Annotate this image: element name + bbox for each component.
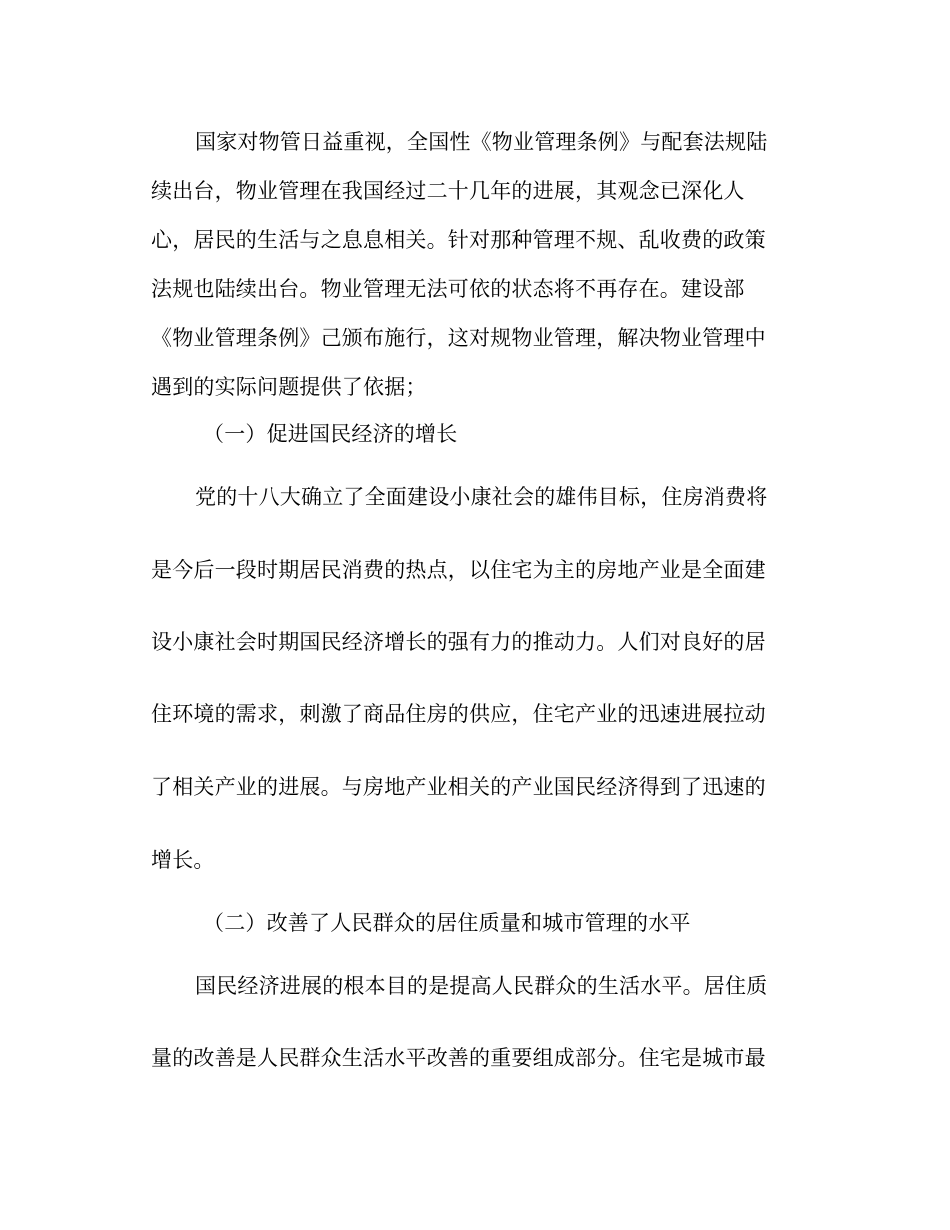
intro-line-5: 《物业管理条例》己颁布施行，这对规物业管理，解决物业管理中: [151, 326, 766, 350]
section-1-line-5: 了相关产业的进展。与房地产业相关的产业国民经济得到了迅速的: [151, 775, 766, 799]
section-1-line-3: 设小康社会时期国民经济增长的强有力的推动力。人们对良好的居: [151, 630, 766, 654]
intro-line-1: 国家对物管日益重视，全国性《物业管理条例》与配套法规陆: [195, 130, 768, 154]
section-1-heading: （一）促进国民经济的增长: [203, 422, 458, 446]
section-2-line-2: 量的改善是人民群众生活水平改善的重要组成部分。住宅是城市最: [151, 1046, 766, 1070]
intro-line-3: 心，居民的生活与之息息相关。针对那种管理不规、乱收费的政策: [151, 228, 766, 252]
section-2-line-1: 国民经济进展的根本目的是提高人民群众的生活水平。居住质: [195, 974, 768, 998]
section-1-line-4: 住环境的需求，刺激了商品住房的供应，住宅产业的迅速进展拉动: [151, 702, 766, 726]
section-1-line-1: 党的十八大确立了全面建设小康社会的雄伟目标，住房消费将: [195, 485, 768, 509]
intro-line-6: 遇到的实际问题提供了依据；: [151, 375, 427, 399]
section-2-heading: （二）改善了人民群众的居住质量和城市管理的水平: [203, 911, 691, 935]
section-1-line-6: 增长。: [151, 848, 215, 872]
intro-line-2: 续出台，物业管理在我国经过二十几年的进展，其观念已深化人: [151, 179, 745, 203]
intro-line-4: 法规也陆续出台。物业管理无法可依的状态将不再存在。建设部: [151, 277, 745, 301]
section-1-line-2: 是今后一段时期居民消费的热点，以住宅为主的房地产业是全面建: [151, 558, 766, 582]
